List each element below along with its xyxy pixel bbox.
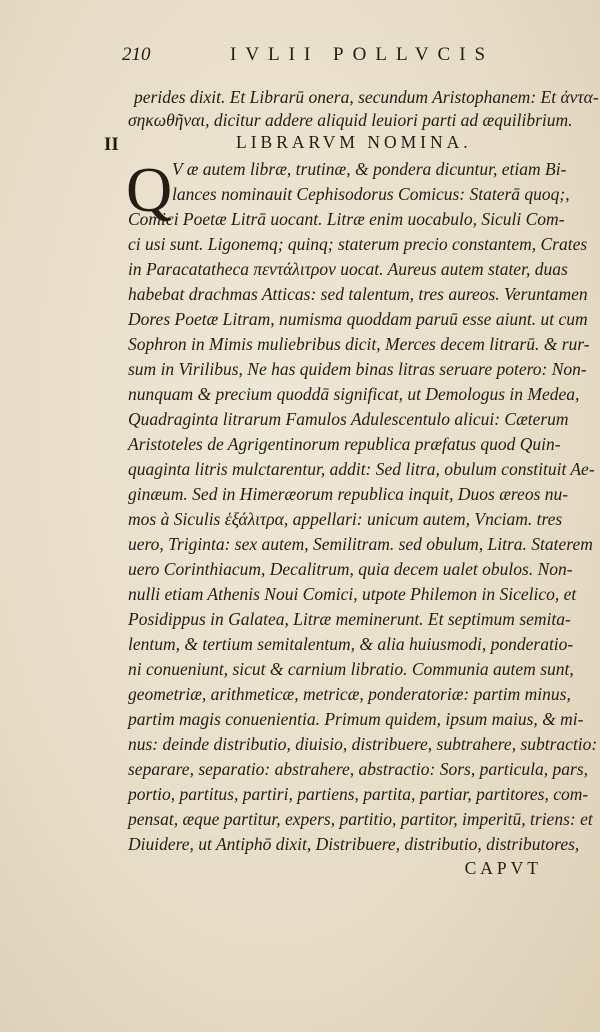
text-line: pensat, æque partitur, expers, partitio, partitor, imperitū, triens: et	[128, 809, 593, 829]
page-header	[122, 44, 530, 72]
text-line: lentum, & tertium semitalentum, & alia huiusmodi, ponderatio-	[128, 634, 574, 654]
text-line: σηκωθῆναι, dicitur addere aliquid leuiori parti ad æquilibrium.	[128, 110, 573, 130]
text-line: ginæum. Sed in Himeræorum republica inquit, Duos æreos nu-	[128, 484, 569, 504]
text-line: nunquam & precium quoddā significat, ut Demologus in Medea,	[128, 384, 580, 404]
running-head: IVLII POLLVCIS	[230, 44, 495, 65]
text-line: Aristoteles de Agrigentinorum republica præfatus quod Quin-	[128, 434, 561, 454]
text-line: Posidippus in Galatea, Litræ meminerunt. Et septimum semita-	[128, 609, 571, 629]
text-line: nulli etiam Athenis Noui Comici, utpote Philemon in Sicelico, et	[128, 584, 577, 604]
text-line: Diuidere, ut Antiphō dixit, Distribuere, distributio, distributores,	[128, 834, 580, 854]
text-line: mos à Siculis ἑξάλιτρα, appellari: unicum autem, Vnciam. tres	[128, 509, 563, 529]
text-line: perides dixit. Et Librarū onera, secundum Aristophanem: Et ἀντα-	[134, 87, 599, 107]
text-line: in Paracatatheca πεντάλιτρον uocat. Aureus autem stater, duas	[128, 259, 568, 279]
text-line: Quadraginta litrarum Famulos Adulescentulo alicui: Cæterum	[128, 409, 569, 429]
section-title: LIBRARVM NOMINA.	[236, 132, 472, 152]
text-line: ni conueniunt, sicut & carnium libratio. Communia autem sunt,	[128, 659, 574, 679]
text-line: nus: deinde distributio, diuisio, distribuere, subtrahere, subtractio:	[128, 734, 598, 754]
text-line: lances nominauit Cephisodorus Comicus: Staterā quoq;,	[172, 184, 570, 204]
section-margin-number: II	[104, 134, 119, 155]
text-line: Dores Poetæ Litram, numisma quoddam paruū esse aiunt. ut cum	[128, 309, 588, 329]
text-line: V æ autem libræ, trutinæ, & pondera dicuntur, etiam Bi-	[172, 159, 567, 179]
text-line: uero, Triginta: sex autem, Semilitram. sed obulum, Litra. Staterem	[128, 534, 593, 554]
text-line: quaginta litris mulctarentur, addit: Sed litra, obulum constituit Ae-	[128, 459, 595, 479]
text-line: habebat drachmas Atticas: sed talentum, tres aureos. Veruntamen	[128, 284, 588, 304]
text-line: Sophron in Mimis muliebribus dicit, Merces decem litrarū. & rur-	[128, 334, 590, 354]
text-line: uero Corinthiacum, Decalitrum, quia decem ualet obulos. Non-	[128, 559, 573, 579]
text-line: partim magis conuenientia. Primum quidem, ipsum maius, & mi-	[128, 709, 584, 729]
text-line: portio, partitus, partiri, partiens, partita, partiar, partitores, com-	[128, 784, 589, 804]
text-line: Comici Poetæ Litrā uocant. Litræ enim uocabulo, Siculi Com-	[128, 209, 565, 229]
text-line: sum in Virilibus, Ne has quidem binas litras seruare potero: Non-	[128, 359, 587, 379]
drop-cap: Q	[126, 154, 173, 225]
text-line: geometriæ, arithmeticæ, metricæ, ponderatoriæ: partim minus,	[128, 684, 571, 704]
catchword: CAPVT	[464, 858, 542, 878]
text-line: separare, separatio: abstrahere, abstractio: Sors, particula, pars,	[128, 759, 589, 779]
text-line: ci usi sunt. Ligonemq; quinq; staterum precio constantem, Crates	[128, 234, 588, 254]
page-number: 210	[122, 44, 151, 65]
